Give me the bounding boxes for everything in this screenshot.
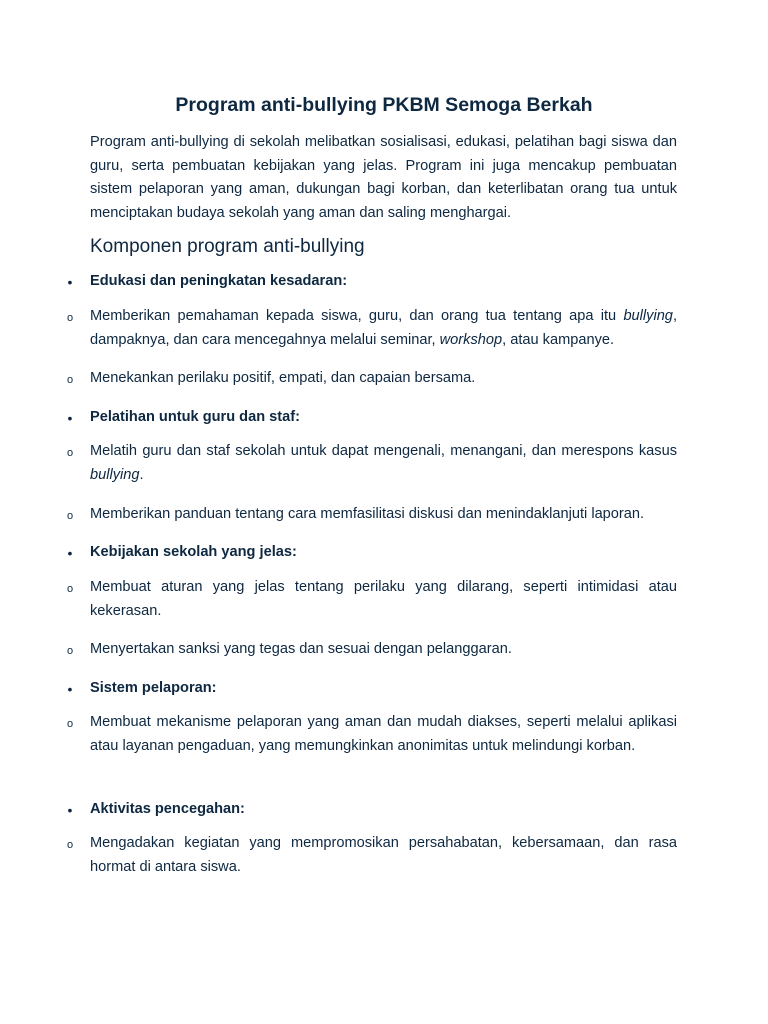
sub-bullet-marker: o xyxy=(66,447,74,459)
section-2-heading: Pelatihan untuk guru dan staf: xyxy=(90,409,300,425)
section-1-heading: Edukasi dan peningkatan kesadaran: xyxy=(90,273,348,289)
item-text: Melatih guru dan staf sekolah untuk dapat mengenali, menangani, dan merespons kasus xyxy=(90,443,677,459)
document-title: Program anti-bullying PKBM Semoga Berkah xyxy=(175,94,593,116)
section-5-item-1: Mengadakan kegiatan yang mempromosikan persahabatan, kebersamaan, dan rasa hormat di antara siswa. xyxy=(90,835,677,875)
sub-bullet-marker: o xyxy=(66,645,74,657)
sub-bullet-marker: o xyxy=(66,510,74,522)
bullet-marker: • xyxy=(67,545,73,561)
sub-bullet-marker: o xyxy=(66,374,74,386)
item-italic-term: bullying xyxy=(623,308,673,324)
section-4-heading: Sistem pelaporan: xyxy=(90,680,217,696)
item-italic-term: bullying xyxy=(90,466,140,483)
sub-bullet-marker: o xyxy=(66,718,74,730)
sub-bullet-marker: o xyxy=(66,839,74,851)
section-1-item-2: Menekankan perilaku positif, empati, dan capaian bersama. xyxy=(90,370,476,386)
bullet-marker: • xyxy=(67,410,73,426)
section-3-heading: Kebijakan sekolah yang jelas: xyxy=(90,544,297,560)
sub-bullet-marker: o xyxy=(66,312,74,324)
section-3-item-1: Membuat aturan yang jelas tentang perilaku yang dilarang, seperti intimidasi atau kekerasan. xyxy=(90,579,677,619)
section-3-item-2: Menyertakan sanksi yang tegas dan sesuai dengan pelanggaran. xyxy=(90,641,512,657)
section-5-heading: Aktivitas pencegahan: xyxy=(90,801,245,817)
section-1-item-1 xyxy=(90,305,677,353)
item-text: , atau kampanye. xyxy=(502,331,615,348)
bullet-marker: • xyxy=(67,274,73,290)
section-2-item-2: Memberikan panduan tentang cara memfasilitasi diskusi dan menindaklanjuti laporan. xyxy=(90,506,645,522)
bullet-marker: • xyxy=(67,681,73,697)
intro-paragraph: Program anti-bullying di sekolah melibatkan sosialisasi, edukasi, pelatihan bagi siswa dan guru, serta pembuatan kebijakan yang jelas. Program ini juga mencakup pembuatan sistem pelaporan yang aman, dukungan bagi korban, dan keterlibatan orang tua untuk menciptakan budaya sekolah yang aman dan saling menghargai. xyxy=(90,134,677,221)
bullet-marker: • xyxy=(67,802,73,818)
section-heading: Komponen program anti-bullying xyxy=(90,236,365,257)
item-text: . xyxy=(139,466,144,483)
item-text: , dampaknya, dan cara mencegahnya melalui seminar, xyxy=(90,308,677,348)
item-text: Memberikan pemahaman kepada siswa, guru, dan orang tua tentang apa itu xyxy=(90,308,624,324)
section-4-item-1: Membuat mekanisme pelaporan yang aman dan mudah diakses, seperti melalui aplikasi atau layanan pengaduan, yang memungkinkan anonimitas untuk melindungi korban. xyxy=(90,714,677,754)
sub-bullet-marker: o xyxy=(66,583,74,595)
item-italic-term: workshop xyxy=(439,331,503,348)
section-2-item-1 xyxy=(90,440,677,488)
